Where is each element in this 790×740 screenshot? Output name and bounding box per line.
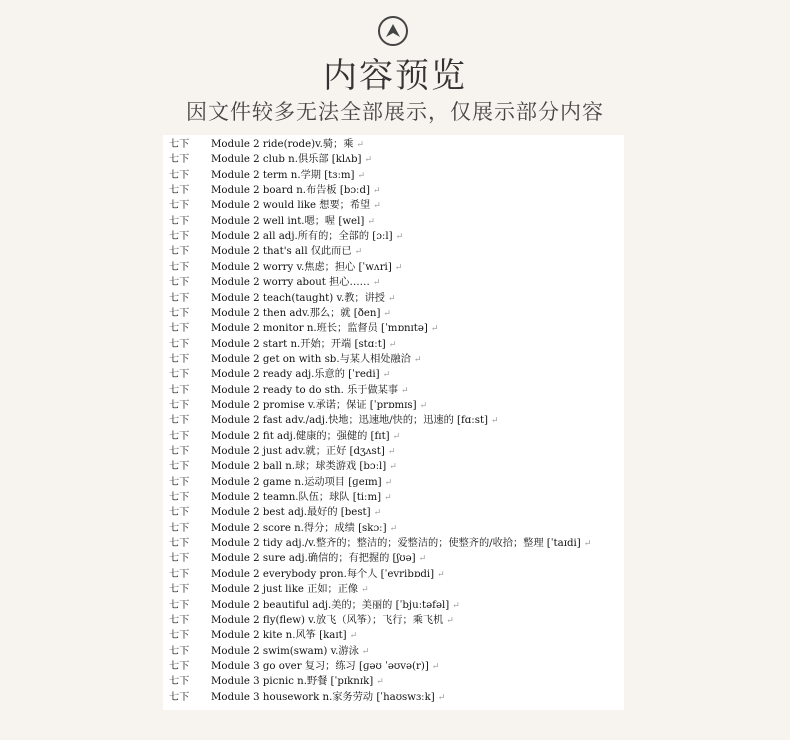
vocabulary-entry	[211, 275, 380, 291]
vocabulary-entry	[211, 475, 392, 491]
entry-text: Module 2 term n.学期 [tɜːm]	[211, 169, 355, 181]
paragraph-mark-icon: ↵	[418, 554, 427, 565]
entry-text: Module 2 ready adj.乐意的 [ˈredi]	[211, 369, 380, 381]
entry-text: Module 2 sure adj.确信的；有把握的 [ʃʊə]	[211, 553, 416, 565]
vocabulary-entry	[211, 521, 397, 537]
vocabulary-entry	[211, 505, 381, 521]
entry-text: Module 2 would like 想要；希望	[211, 200, 371, 212]
grade-label: 七下	[169, 660, 190, 672]
grade-label: 七下	[169, 231, 190, 243]
page-title: 内容预览	[323, 56, 467, 96]
paragraph-mark-icon: ↵	[376, 677, 384, 688]
paragraph-mark-icon: ↵	[395, 232, 404, 243]
paragraph-mark-icon: ↵	[361, 585, 369, 596]
paragraph-mark-icon: ↵	[367, 216, 375, 227]
entry-text: Module 2 teamn.队伍；球队 [tiːm]	[211, 492, 382, 504]
entry-text: Module 2 fly(flew) v.放飞（风筝）；飞行；乘飞机	[211, 614, 444, 626]
entry-text: Module 2 monitor n.班长；监督员 [ˈmɒnɪtə]	[211, 323, 428, 335]
entry-text: Module 3 housework n.家务劳动 [ˈhaʊswɜːk]	[211, 691, 435, 703]
entry-text: Module 2 ready to do sth. 乐于做某事	[211, 384, 399, 396]
paragraph-mark-icon: ↵	[446, 615, 454, 626]
paragraph-mark-icon: ↵	[387, 293, 396, 304]
paragraph-mark-icon: ↵	[373, 508, 382, 519]
grade-label: 七下	[169, 614, 190, 626]
entry-text: Module 2 beautiful adj.美的；美丽的 [ˈbjuːtəfəl]	[211, 599, 450, 611]
paragraph-mark-icon: ↵	[430, 324, 439, 335]
vocabulary-entry	[211, 198, 381, 214]
vocabulary-entry	[211, 429, 400, 445]
grade-label: 七下	[169, 691, 190, 703]
paragraph-mark-icon: ↵	[437, 569, 445, 580]
entry-text: Module 3 go over 复习；练习 [ɡəʊ ˈəʊvə(r)]	[211, 660, 429, 672]
entry-text: Module 2 tidy adj./v.整齐的；整洁的；爱整洁的；使整齐的/收拾；整理 [ˈtaɪdi]	[211, 538, 581, 550]
grade-label: 七下	[169, 384, 190, 396]
entry-text: Module 2 then adv.那么；就 [ðen]	[211, 307, 381, 319]
paragraph-mark-icon: ↵	[452, 600, 460, 611]
entry-text: Module 2 worry v.焦虑；担心 [ˈwʌri]	[211, 261, 392, 273]
vocabulary-entry	[211, 690, 445, 706]
paragraph-mark-icon: ↵	[431, 661, 440, 672]
vocabulary-entry	[211, 229, 403, 245]
paragraph-mark-icon: ↵	[349, 631, 358, 642]
grade-label: 七下	[169, 139, 190, 150]
grade-label: 七下	[169, 200, 190, 212]
entry-text: Module 2 get on with sb.与某人相处融洽	[211, 353, 411, 365]
paragraph-mark-icon: ↵	[384, 493, 392, 504]
grade-label: 七下	[169, 369, 190, 381]
paragraph-mark-icon: ↵	[389, 462, 397, 473]
paragraph-mark-icon: ↵	[384, 477, 393, 488]
entry-text: Module 2 best adj.最好的 [best]	[211, 507, 371, 519]
paragraph-mark-icon: ↵	[354, 247, 363, 258]
preview-header	[0, 0, 790, 135]
vocabulary-entry	[211, 644, 369, 660]
grade-label: 七下	[169, 338, 190, 350]
document-preview	[163, 135, 624, 710]
page-subtitle: 因文件较多无法全部展示，仅展示部分内容	[186, 100, 604, 124]
paragraph-mark-icon: ↵	[583, 539, 592, 550]
entry-text: Module 2 kite n.风筝 [kaɪt]	[211, 630, 347, 642]
vocabulary-entry	[211, 214, 375, 230]
grade-label: 七下	[169, 323, 190, 335]
paragraph-mark-icon: ↵	[392, 431, 401, 442]
grade-label: 七下	[169, 507, 190, 519]
grade-label: 七下	[169, 584, 190, 596]
vocabulary-entry	[211, 551, 426, 567]
entry-text: Module 2 just like 正如；正像	[211, 584, 359, 596]
entry-text: Module 2 game n.运动项目 [ɡeɪm]	[211, 476, 382, 488]
vocabulary-entry	[211, 628, 357, 644]
vocabulary-entry	[211, 444, 395, 460]
grade-label: 七下	[169, 522, 190, 534]
grade-label: 七下	[169, 430, 190, 442]
grade-label: 七下	[169, 399, 190, 411]
vocabulary-entry	[211, 168, 365, 184]
entry-text: Module 2 fast adv./adj.快地；迅速地/快的；迅速的 [fɑːst]	[211, 415, 489, 427]
vocabulary-entry	[211, 398, 427, 414]
entry-text: Module 2 all adj.所有的；全部的 [ɔːl]	[211, 231, 393, 243]
vocabulary-entry	[211, 367, 390, 383]
grade-label: 七下	[169, 353, 190, 365]
paragraph-mark-icon: ↵	[356, 140, 364, 150]
paragraph-mark-icon: ↵	[394, 262, 403, 273]
grade-label: 七下	[169, 568, 190, 580]
grade-label: 七下	[169, 185, 190, 197]
vocabulary-entry	[211, 582, 369, 598]
paragraph-mark-icon: ↵	[361, 646, 370, 657]
grade-label: 七下	[169, 169, 190, 181]
entry-text: Module 2 ball n.球；球类游戏 [bɔːl]	[211, 461, 387, 473]
paragraph-mark-icon: ↵	[491, 416, 499, 427]
paragraph-mark-icon: ↵	[401, 385, 409, 396]
paragraph-mark-icon: ↵	[389, 523, 398, 534]
grade-label: 七下	[169, 154, 190, 166]
vocabulary-entry	[211, 459, 397, 475]
grade-label: 七下	[169, 538, 190, 550]
grade-label: 七下	[169, 676, 190, 688]
entry-text: Module 2 everybody pron.每个人 [ˈevribɒdi]	[211, 568, 435, 580]
entry-text: Module 2 board n.布告板 [bɔːd]	[211, 185, 370, 197]
entry-text: Module 2 club n.俱乐部 [klʌb]	[211, 154, 362, 166]
paragraph-mark-icon: ↵	[373, 201, 381, 212]
entry-text: Module 2 fit adj.健康的；强健的 [fɪt]	[211, 430, 390, 442]
grade-label: 七下	[169, 261, 190, 273]
vocabulary-entry	[211, 152, 372, 168]
paragraph-mark-icon: ↵	[372, 186, 381, 197]
vocabulary-entry	[211, 674, 384, 690]
vocabulary-entry	[211, 183, 381, 199]
vocabulary-entry	[211, 321, 438, 337]
grade-label: 七下	[169, 645, 190, 657]
grade-label: 七下	[169, 630, 190, 642]
paragraph-mark-icon: ↵	[387, 447, 396, 457]
entry-text: Module 2 ride(rode)v.骑；乘	[211, 139, 354, 150]
vocabulary-entry	[211, 291, 396, 307]
vocabulary-entry	[211, 260, 402, 276]
vocabulary-entry	[211, 490, 392, 506]
vocabulary-entry	[211, 613, 454, 629]
paragraph-mark-icon: ↵	[419, 400, 428, 411]
vocabulary-entry	[211, 659, 439, 675]
grade-label: 七下	[169, 292, 190, 304]
grade-label: 七下	[169, 215, 190, 227]
entry-text: Module 2 promise v.承诺；保证 [ˈprɒmɪs]	[211, 399, 417, 411]
entry-text: Module 3 picnic n.野餐 [ˈpɪknɪk]	[211, 676, 374, 688]
up-arrow-circle-icon[interactable]	[378, 16, 408, 46]
grade-label: 七下	[169, 446, 190, 457]
entry-text: Module 2 just adv.就；正好 [dʒʌst]	[211, 446, 385, 457]
vocabulary-entry	[211, 306, 391, 322]
entry-text: Module 2 worry about 担心……	[211, 277, 370, 289]
grade-label: 七下	[169, 277, 190, 289]
grade-label: 七下	[169, 461, 190, 473]
entry-text: Module 2 start n.开始；开端 [stɑːt]	[211, 338, 386, 350]
vocabulary-entry	[211, 598, 460, 614]
grade-label: 七下	[169, 476, 190, 488]
vocabulary-entry	[211, 413, 499, 429]
vocabulary-entry	[211, 352, 421, 368]
vocabulary-entry	[211, 337, 396, 353]
paragraph-mark-icon: ↵	[364, 155, 372, 166]
vocabulary-entry	[211, 244, 362, 260]
paragraph-mark-icon: ↵	[383, 308, 391, 319]
paragraph-mark-icon: ↵	[437, 692, 446, 703]
paragraph-mark-icon: ↵	[388, 339, 397, 350]
grade-label: 七下	[169, 492, 190, 504]
entry-text: Module 2 that's all 仅此而已	[211, 246, 352, 258]
paragraph-mark-icon: ↵	[357, 170, 366, 181]
vocabulary-entry	[211, 383, 409, 399]
paragraph-mark-icon: ↵	[372, 278, 381, 289]
paragraph-mark-icon: ↵	[413, 354, 422, 365]
grade-label: 七下	[169, 599, 190, 611]
vocabulary-entry	[211, 567, 445, 583]
vocabulary-entry	[211, 137, 364, 153]
grade-label: 七下	[169, 415, 190, 427]
grade-label: 七下	[169, 307, 190, 319]
entry-text: Module 2 score n.得分；成绩 [skɔː]	[211, 522, 387, 534]
grade-label: 七下	[169, 553, 190, 565]
vocabulary-entry	[211, 536, 591, 552]
entry-text: Module 2 well int.嗯；喔 [wel]	[211, 215, 365, 227]
entry-text: Module 2 swim(swam) v.游泳	[211, 645, 359, 657]
entry-text: Module 2 teach(taught) v.教；讲授	[211, 292, 385, 304]
grade-label: 七下	[169, 246, 190, 258]
paragraph-mark-icon: ↵	[382, 370, 391, 381]
